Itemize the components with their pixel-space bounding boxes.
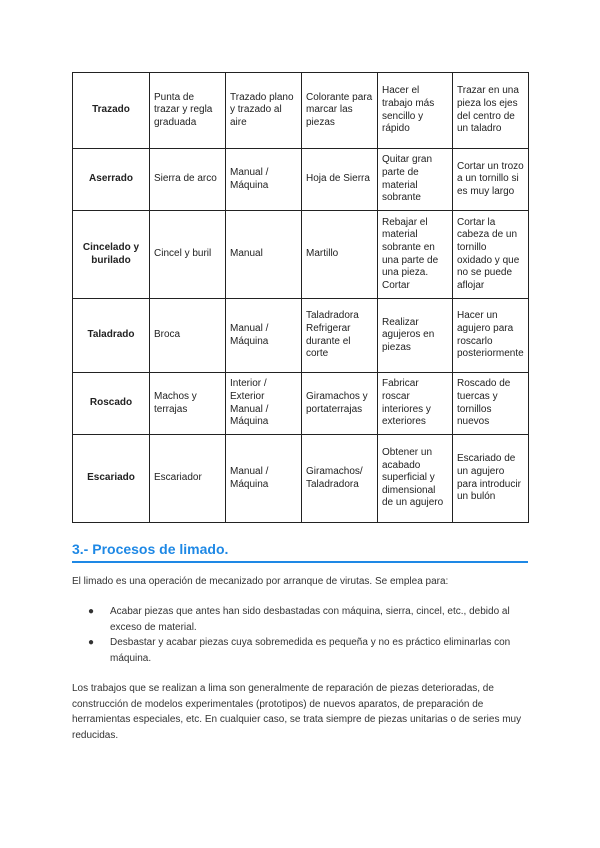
table-cell: Obtener un acabado superficial y dimensional de un agujero bbox=[378, 435, 453, 523]
table-cell: Cincel y buril bbox=[150, 211, 226, 299]
table-cell: Interior / Exterior Manual / Máquina bbox=[226, 373, 302, 435]
bullet-dot-icon: ● bbox=[88, 637, 95, 648]
list-item-text: Desbastar y acabar piezas cuya sobremedida es pequeña y no es práctico eliminarlas con máquina. bbox=[110, 637, 511, 664]
table-cell: Giramachos/ Taladradora bbox=[302, 435, 378, 523]
row-header: Trazado bbox=[73, 73, 150, 149]
table-cell: Broca bbox=[150, 299, 226, 373]
row-header: Escariado bbox=[73, 435, 150, 523]
table-cell: Giramachos y portaterrajas bbox=[302, 373, 378, 435]
closing-paragraph: Los trabajos que se realizan a lima son generalmente de reparación de piezas deterioradas, de construcción de modelos experimentales (prototipos) de nuevos aparatos, de preparación de herramientas especiales, etc. En cualquier caso, se trata siempre de piezas unitarias o de series muy reducidas. bbox=[72, 683, 522, 741]
intro-paragraph: El limado es una operación de mecanizado por arranque de virutas. Se emplea para: bbox=[72, 576, 449, 587]
table-cell: Colorante para marcar las piezas bbox=[302, 73, 378, 149]
table-cell: Trazar en una pieza los ejes del centro de un taladro bbox=[453, 73, 529, 149]
row-header: Aserrado bbox=[73, 149, 150, 211]
table-row bbox=[73, 299, 529, 373]
table-cell: Sierra de arco bbox=[150, 149, 226, 211]
table-cell: Hoja de Sierra bbox=[302, 149, 378, 211]
table-cell: Machos y terrajas bbox=[150, 373, 226, 435]
table-cell: Escariado de un agujero para introducir un bulón bbox=[453, 435, 529, 523]
table-cell: Punta de trazar y regla graduada bbox=[150, 73, 226, 149]
section-heading: 3.- Procesos de limado. bbox=[72, 541, 528, 563]
table-cell: Manual / Máquina bbox=[226, 149, 302, 211]
table-row bbox=[73, 149, 529, 211]
bullet-list bbox=[72, 604, 528, 666]
table-cell: Rebajar el material sobrante en una parte de una pieza. Cortar bbox=[378, 211, 453, 299]
table-cell: Roscado de tuercas y tornillos nuevos bbox=[453, 373, 529, 435]
row-header: Cincelado y burilado bbox=[73, 211, 150, 299]
table-cell: Manual / Máquina bbox=[226, 299, 302, 373]
table-cell: Realizar agujeros en piezas bbox=[378, 299, 453, 373]
table-cell: Martillo bbox=[302, 211, 378, 299]
list-item bbox=[72, 635, 528, 666]
table-row bbox=[73, 435, 529, 523]
list-item-text: Acabar piezas que antes han sido desbastadas con máquina, sierra, cincel, etc., debido al exceso de material. bbox=[110, 606, 510, 633]
table-cell: Cortar la cabeza de un tornillo oxidado y que no se puede aflojar bbox=[453, 211, 529, 299]
table-cell: Hacer un agujero para roscarlo posteriormente bbox=[453, 299, 529, 373]
table-cell: Manual / Máquina bbox=[226, 435, 302, 523]
table-cell: Taladradora Refrigerar durante el corte bbox=[302, 299, 378, 373]
row-header: Roscado bbox=[73, 373, 150, 435]
table-row bbox=[73, 73, 529, 149]
processes-table bbox=[72, 72, 529, 523]
table-cell: Trazado plano y trazado al aire bbox=[226, 73, 302, 149]
row-header: Taladrado bbox=[73, 299, 150, 373]
bullet-dot-icon: ● bbox=[88, 606, 95, 617]
table-cell: Manual bbox=[226, 211, 302, 299]
table-cell: Fabricar roscar interiores y exteriores bbox=[378, 373, 453, 435]
table-cell: Quitar gran parte de material sobrante bbox=[378, 149, 453, 211]
table-cell: Hacer el trabajo más sencillo y rápido bbox=[378, 73, 453, 149]
table-cell: Escariador bbox=[150, 435, 226, 523]
table-row bbox=[73, 373, 529, 435]
list-item bbox=[72, 604, 528, 635]
table-row bbox=[73, 211, 529, 299]
table-cell: Cortar un trozo a un tornillo si es muy largo bbox=[453, 149, 529, 211]
